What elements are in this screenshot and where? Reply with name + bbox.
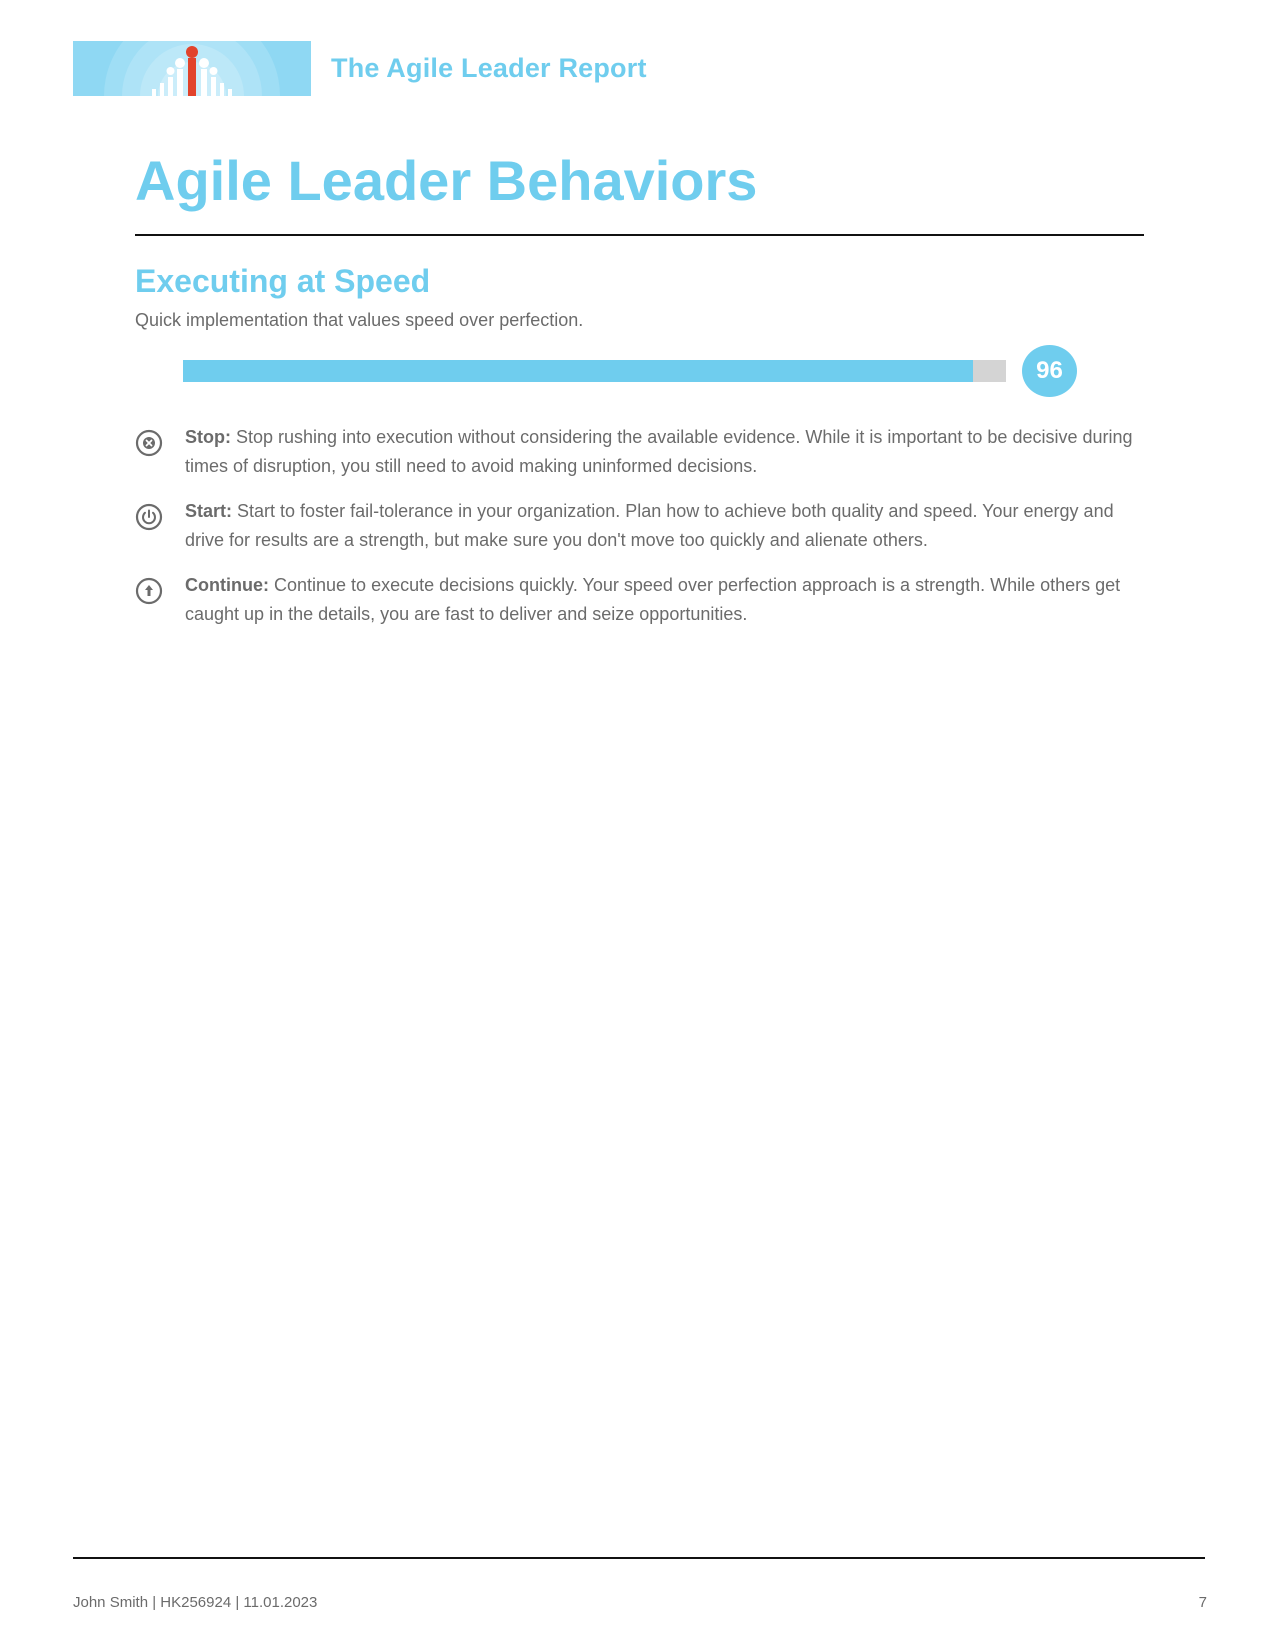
page-title: Agile Leader Behaviors: [135, 149, 758, 212]
score-bar: [183, 360, 1006, 382]
list-item-body: Start to foster fail-tolerance in your organization. Plan how to achieve both quality and speed. Your energy and drive for results are a strength, but make sure you don't move too quickly and alienate others.: [185, 501, 1114, 550]
continue-icon: [135, 577, 163, 605]
list-item-body: Continue to execute decisions quickly. Your speed over perfection approach is a strength. While others get caught up in the details, you are fast to deliver and seize opportunities.: [185, 575, 1121, 624]
report-header: [73, 41, 647, 96]
list-item-label: Continue:: [185, 575, 269, 595]
title-divider: [135, 234, 1144, 236]
behavior-list: [135, 423, 1135, 645]
list-item-text: [185, 497, 1135, 555]
section-title: Executing at Speed: [135, 263, 431, 299]
list-item-stop: [135, 423, 1135, 481]
footer-divider: [73, 1557, 1205, 1559]
score-bar-fill: [183, 360, 973, 382]
report-title: The Agile Leader Report: [331, 53, 647, 83]
list-item-continue: [135, 571, 1135, 629]
section-description: Quick implementation that values speed over perfection.: [135, 310, 584, 330]
list-item-label: Stop:: [185, 427, 231, 447]
report-logo: [73, 41, 311, 96]
list-item-text: [185, 423, 1135, 481]
list-item-body: Stop rushing into execution without considering the available evidence. While it is important to be decisive during times of disruption, you still need to avoid making uninformed decisions.: [185, 427, 1133, 476]
list-item-text: [185, 571, 1135, 629]
page-number: 7: [1198, 1594, 1207, 1611]
stop-icon: [135, 429, 163, 457]
score-badge: 96: [1022, 345, 1077, 397]
list-item-start: [135, 497, 1135, 555]
start-icon: [135, 503, 163, 531]
footer-info: John Smith | HK256924 | 11.01.2023: [73, 1594, 318, 1611]
list-item-label: Start:: [185, 501, 233, 521]
